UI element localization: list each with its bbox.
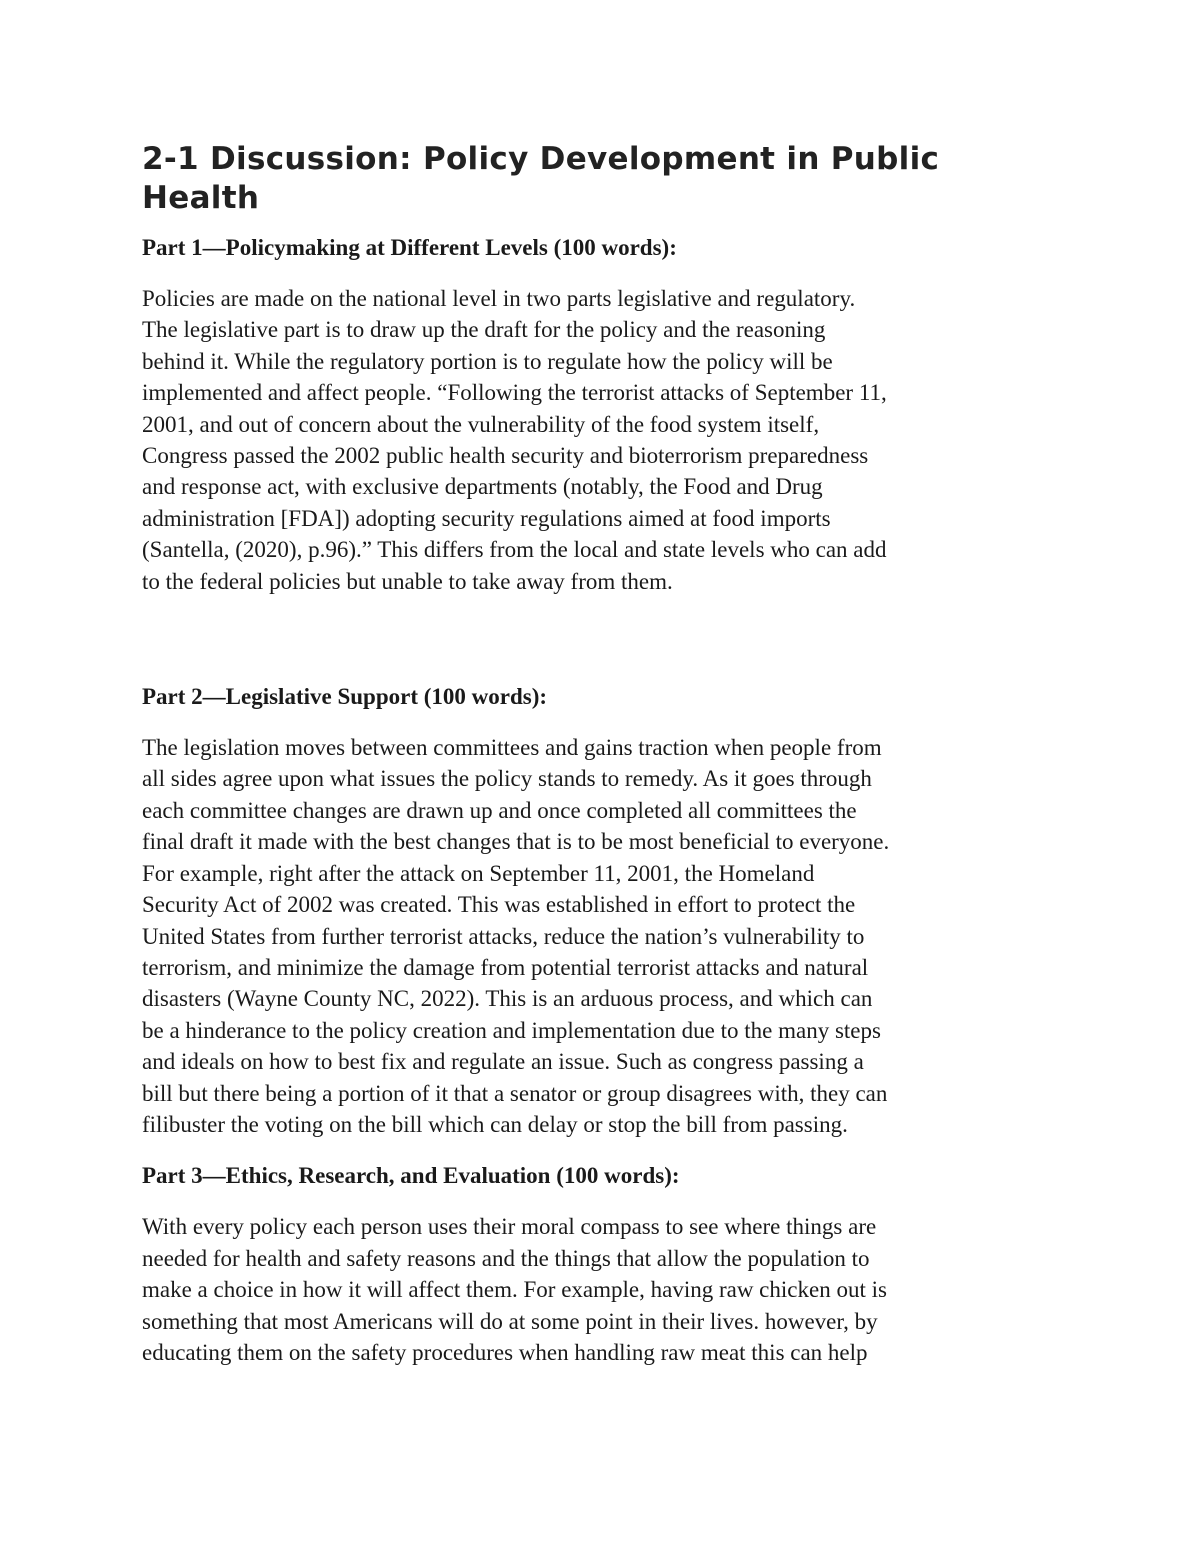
body-line: educating them on the safety procedures when handling raw meat this can help [142,1339,868,1365]
body-line: implemented and affect people. “Following the terrorist attacks of September 11, [142,380,887,406]
body-line: behind it. While the regulatory portion is to regulate how the policy will be [142,348,833,374]
body-line: to the federal policies but unable to take away from them. [142,568,673,594]
body-line: The legislation moves between committees and gains traction when people from [142,735,882,761]
body-line: Policies are made on the national level in two parts legislative and regulatory. [142,286,856,311]
body-line: filibuster the voting on the bill which can delay or stop the bill from passing. [142,1111,848,1137]
body-line: United States from further terrorist attacks, reduce the nation’s vulnerability to [142,923,865,949]
section-part-2 [142,681,1062,1140]
body-line: and response act, with exclusive departments (notably, the Food and Drug [142,474,823,500]
body-line: terrorism, and minimize the damage from potential terrorist attacks and natural [142,954,869,980]
body-line: all sides agree upon what issues the policy stands to remedy. As it goes through [142,766,872,792]
body-line: something that most Americans will do at some point in their lives. however, by [142,1308,878,1334]
body-line: (Santella, (2020), p.96).” This differs from the local and state levels who can add [142,537,887,563]
body-line: and ideals on how to best fix and regulate an issue. Such as congress passing a [142,1049,864,1075]
section-heading: Part 2—Legislative Support (100 words): [142,684,548,710]
section-body [142,283,1062,597]
title-line: 2-1 Discussion: Policy Development in Public [142,141,940,177]
body-line: make a choice in how it will affect them. For example, having raw chicken out is [142,1277,887,1303]
title-line: Health [142,180,260,216]
document-title [142,140,1062,218]
paragraph-spacer [142,1140,1062,1160]
body-line: Security Act of 2002 was created. This was established in effort to protect the [142,892,856,918]
body-line: needed for health and safety reasons and the things that allow the population to [142,1245,870,1271]
body-line: bill but there being a portion of it that a senator or group disagrees with, they can [142,1080,888,1106]
body-line: be a hinderance to the policy creation and implementation due to the many steps [142,1017,881,1043]
section-part-3 [142,1160,1062,1368]
body-line: 2001, and out of concern about the vulnerability of the food system itself, [142,411,820,437]
body-line: each committee changes are drawn up and once completed all committees the [142,797,857,823]
body-line: The legislative part is to draw up the draft for the policy and the reasoning [142,317,826,343]
section-part-1 [142,232,1062,597]
section-heading: Part 3—Ethics, Research, and Evaluation (100 words): [142,1163,680,1189]
document-content [142,140,1062,1368]
body-line: For example, right after the attack on September 11, 2001, the Homeland [142,860,815,886]
section-body [142,732,1062,1140]
section-heading: Part 1—Policymaking at Different Levels (100 words): [142,235,677,260]
body-line: final draft it made with the best changes that is to be most beneficial to everyone. [142,829,890,855]
paragraph-spacer [142,597,1062,681]
body-line: administration [FDA]) adopting security regulations aimed at food imports [142,505,831,531]
body-line: disasters (Wayne County NC, 2022). This is an arduous process, and which can [142,986,873,1012]
body-line: Congress passed the 2002 public health security and bioterrorism preparedness [142,443,869,469]
section-body [142,1211,1062,1368]
body-line: With every policy each person uses their moral compass to see where things are [142,1214,877,1240]
